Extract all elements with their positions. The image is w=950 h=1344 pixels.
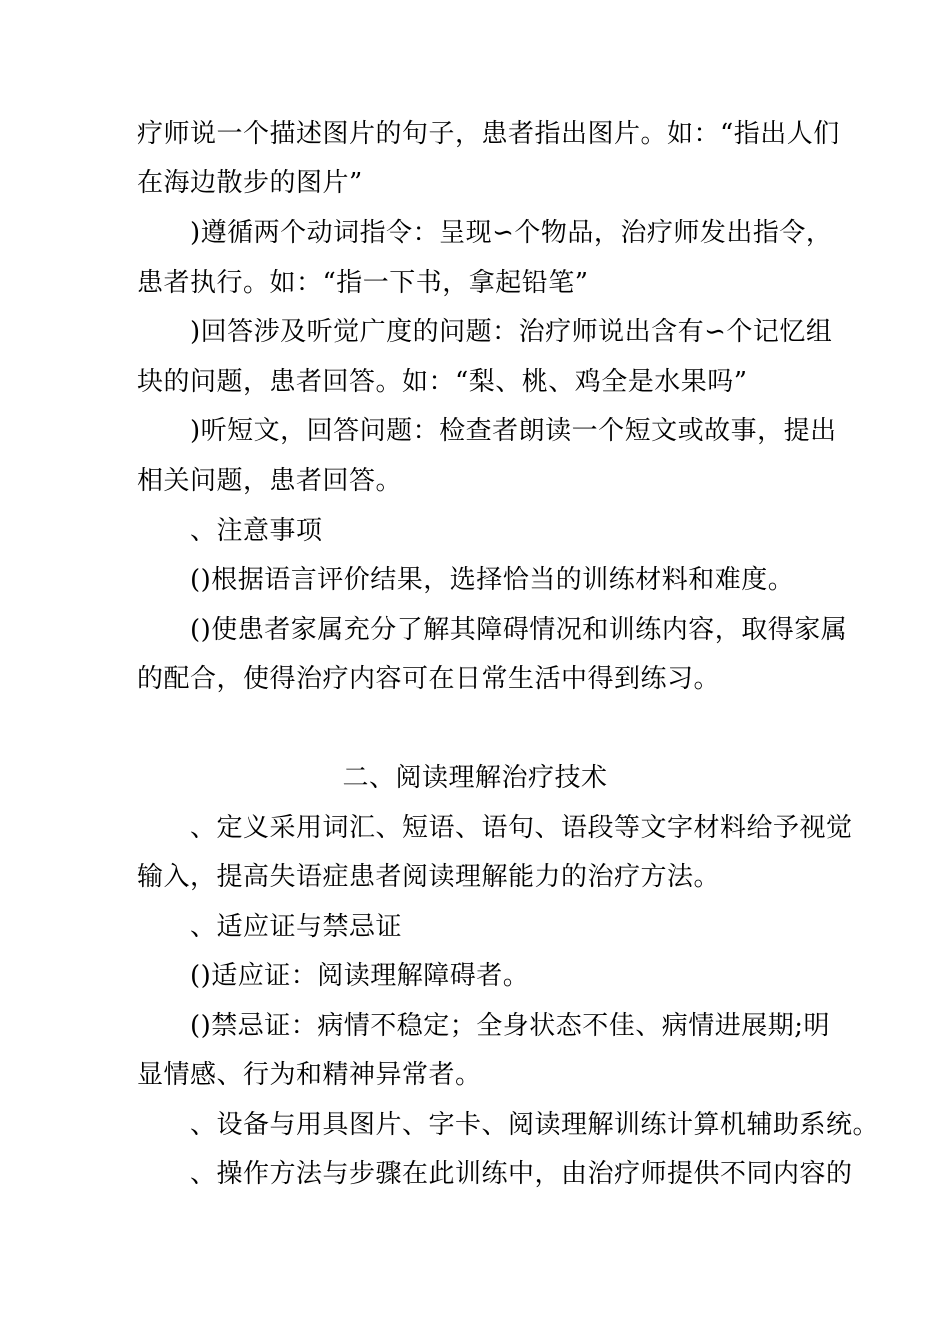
text-line: ()适应证：阅读理解障碍者。 — [190, 961, 530, 991]
text-line: 在海边散步的图片” — [137, 168, 363, 198]
text-line: )遵循两个动词指令：呈现∽个物品，治疗师发出指令， — [190, 218, 833, 248]
section-heading: 、适应证与禁忌证 — [190, 912, 403, 942]
text-line: )听短文，回答问题：检查者朗读一个短文或故事，提出 — [190, 416, 837, 446]
text-line: 相关问题，患者回答。 — [137, 466, 403, 496]
text-line: 、定义采用词汇、短语、语句、语段等文字材料给予视觉 — [190, 813, 853, 843]
text-line: ()禁忌证：病情不稳定；全身状态不佳、病情进展期;明 — [190, 1011, 831, 1041]
text-line: 的配合，使得治疗内容可在日常生活中得到练习。 — [137, 664, 721, 694]
text-line: 、设备与用具图片、字卡、阅读理解训练计算机辅助系统。 — [190, 1110, 880, 1140]
text-line: 块的问题，患者回答。如：“梨、桃、鸡全是水果吗” — [137, 367, 748, 397]
section-heading: 、注意事项 — [190, 516, 323, 546]
chapter-title: 二、阅读理解治疗技术 — [342, 763, 608, 793]
text-line: 、操作方法与步骤在此训练中，由治疗师提供不同内容的 — [190, 1159, 853, 1189]
text-line: ()使患者家属充分了解其障碍情况和训练内容，取得家属 — [190, 615, 848, 645]
text-line: )回答涉及听觉广度的问题：治疗师说出含有∽个记忆组 — [190, 317, 833, 347]
text-line: ()根据语言评价结果，选择恰当的训练材料和难度。 — [190, 565, 795, 595]
text-line: 显情感、行为和精神异常者。 — [137, 1060, 482, 1090]
text-line: 输入，提高失语症患者阅读理解能力的治疗方法。 — [137, 862, 721, 892]
text-line: 疗师说一个描述图片的句子，患者指出图片。如：“指出人们 — [137, 119, 840, 149]
text-line: 患者执行。如：“指一下书，拿起铅笔” — [137, 268, 589, 298]
